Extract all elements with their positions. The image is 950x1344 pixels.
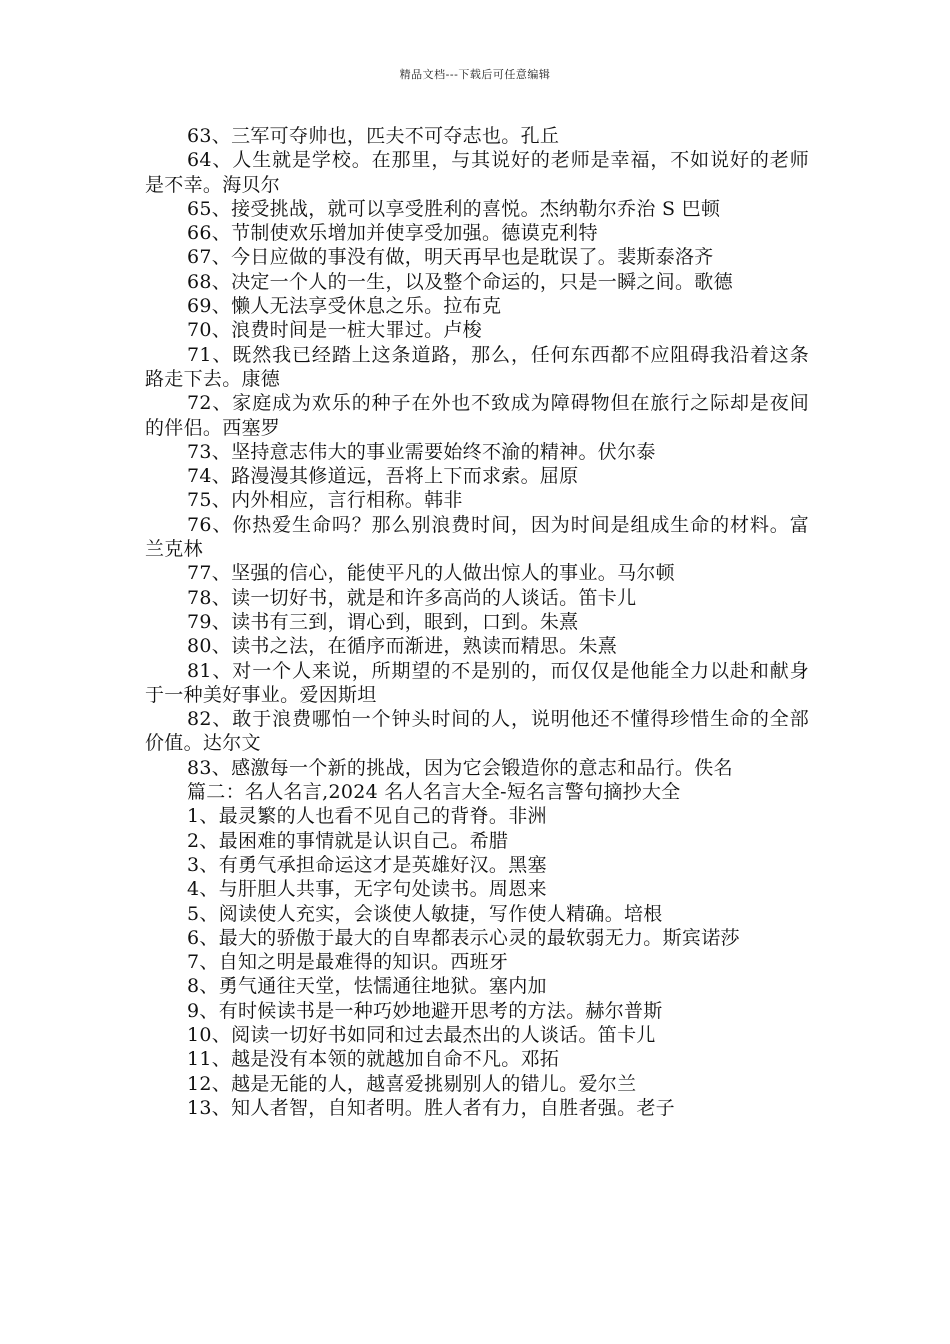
page-header: 精品文档---下载后可任意编辑 — [399, 68, 551, 81]
quote-paragraph: 79、读书有三到，谓心到，眼到，口到。朱熹 — [187, 610, 579, 633]
quote-paragraph: 2、最困难的事情就是认识自己。希腊 — [187, 829, 509, 852]
quote-paragraph: 5、阅读使人充实，会谈使人敏捷，写作使人精确。培根 — [187, 902, 663, 925]
quote-paragraph: 68、决定一个人的一生，以及整个命运的，只是一瞬之间。歌德 — [187, 270, 733, 293]
quote-paragraph: 11、越是没有本领的就越加自命不凡。邓拓 — [187, 1048, 560, 1071]
quote-paragraph: 80、读书之法，在循序而渐进，熟读而精思。朱熹 — [187, 635, 618, 658]
quote-paragraph: 1、最灵繁的人也看不见自己的背脊。非洲 — [187, 805, 547, 828]
quote-paragraph: 8、勇气通往天堂，怯懦通往地狱。塞内加 — [187, 975, 547, 998]
quote-paragraph: 66、节制使欢乐增加并使享受加强。德谟克利特 — [187, 222, 598, 245]
quote-paragraph: 6、最大的骄傲于最大的自卑都表示心灵的最软弱无力。斯宾诺莎 — [187, 926, 740, 949]
quote-paragraph: 83、感激每一个新的挑战，因为它会锻造你的意志和品行。佚名 — [187, 756, 733, 779]
quote-paragraph: 78、读一切好书，就是和许多高尚的人谈话。笛卡儿 — [187, 586, 637, 609]
quote-paragraph: 65、接受挑战，就可以享受胜利的喜悦。杰纳勒尔乔治 S 巴顿 — [187, 197, 721, 220]
quote-paragraph: 74、路漫漫其修道远，吾将上下而求索。屈原 — [187, 465, 579, 488]
quote-paragraph: 10、阅读一切好书如同和过去最杰出的人谈话。笛卡儿 — [187, 1023, 656, 1046]
quote-paragraph: 12、越是无能的人，越喜爱挑剔别人的错儿。爱尔兰 — [187, 1072, 637, 1095]
quote-paragraph: 77、坚强的信心，能使平凡的人做出惊人的事业。马尔顿 — [187, 562, 675, 585]
quote-paragraph: 69、懒人无法享受休息之乐。拉布克 — [187, 295, 502, 318]
quote-paragraph: 63、三军可夺帅也，匹夫不可夺志也。孔丘 — [187, 125, 560, 147]
document-body — [145, 124, 809, 1120]
quote-paragraph: 81、对一个人来说，所期望的不是别的，而仅仅是他能全力以赴和献身于一种美好事业。爱因斯坦 — [145, 659, 809, 706]
quote-paragraph: 72、家庭成为欢乐的种子在外也不致成为障碍物但在旅行之际却是夜间的伴侣。西塞罗 — [145, 392, 809, 439]
quote-paragraph: 64、人生就是学校。在那里，与其说好的老师是幸福，不如说好的老师是不幸。海贝尔 — [145, 149, 809, 196]
quote-paragraph: 7、自知之明是最难得的知识。西班牙 — [187, 951, 509, 974]
quote-paragraph: 76、你热爱生命吗？那么别浪费时间，因为时间是组成生命的材料。富兰克林 — [145, 513, 809, 561]
quote-paragraph: 67、今日应做的事没有做，明天再早也是耽误了。裴斯泰洛齐 — [187, 246, 714, 269]
quote-paragraph: 73、坚持意志伟大的事业需要始终不渝的精神。伏尔泰 — [187, 440, 656, 463]
quote-paragraph: 9、有时候读书是一种巧妙地避开思考的方法。赫尔普斯 — [187, 999, 663, 1022]
section-heading: 篇二：名人名言,2024 名人名言大全-短名言警句摘抄大全 — [187, 781, 681, 804]
quote-paragraph: 82、敢于浪费哪怕一个钟头时间的人，说明他还不懂得珍惜生命的全部价值。达尔文 — [145, 708, 809, 755]
quote-paragraph: 3、有勇气承担命运这才是英雄好汉。黑塞 — [187, 853, 547, 876]
quote-paragraph: 71、既然我已经踏上这条道路，那么，任何东西都不应阻碍我沿着这条路走下去。康德 — [145, 343, 809, 390]
quote-paragraph: 4、与肝胆人共事，无字句处读书。周恩来 — [187, 878, 547, 901]
quote-paragraph: 70、浪费时间是一桩大罪过。卢梭 — [187, 319, 482, 342]
quote-paragraph: 13、知人者智，自知者明。胜人者有力，自胜者强。老子 — [187, 1096, 675, 1119]
quote-paragraph: 75、内外相应，言行相称。韩非 — [187, 489, 463, 512]
